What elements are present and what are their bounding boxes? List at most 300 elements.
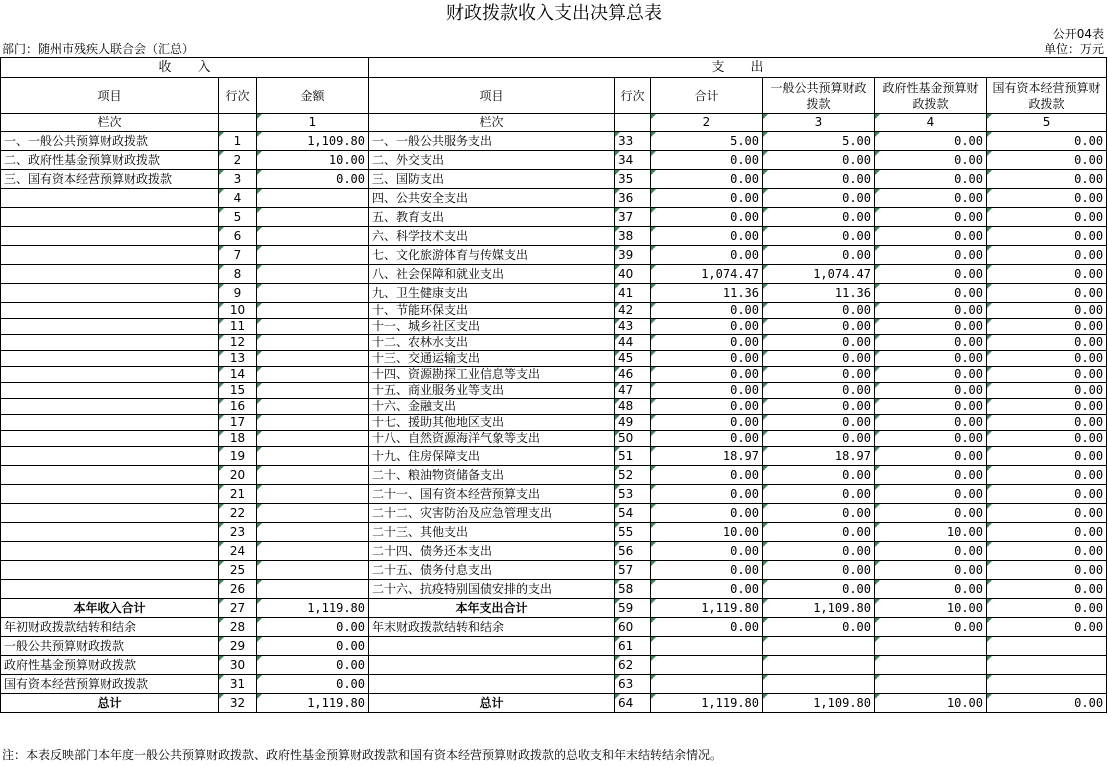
table-row (1, 415, 1107, 431)
income-line-cell: 3 (219, 170, 257, 189)
general-budget-cell: 0.00 (763, 151, 875, 170)
table-row (1, 335, 1107, 351)
expense-item-cell: 二十二、灾害防治及应急管理支出 (369, 504, 615, 523)
expense-line-cell: 62 (615, 656, 651, 675)
expense-line-cell: 37 (615, 208, 651, 227)
table-row (1, 132, 1107, 151)
state-capital-cell: 0.00 (987, 466, 1107, 485)
state-capital-cell: 0.00 (987, 265, 1107, 284)
general-budget-cell: 0.00 (763, 523, 875, 542)
expense-line-cell: 41 (615, 284, 651, 303)
income-item-cell (1, 504, 219, 523)
income-amount-cell (257, 227, 369, 246)
expense-line-cell: 44 (615, 335, 651, 351)
income-amount-cell (257, 561, 369, 580)
expense-total-cell: 0.00 (651, 580, 763, 599)
gov-fund-cell: 0.00 (875, 208, 987, 227)
income-line-cell: 30 (219, 656, 257, 675)
income-amount-cell (257, 415, 369, 431)
table-row (1, 504, 1107, 523)
income-item-cell (1, 580, 219, 599)
expense-line-cell: 50 (615, 431, 651, 447)
income-amount-cell: 1,119.80 (257, 694, 369, 713)
income-amount-cell (257, 383, 369, 399)
expense-item-cell (369, 675, 615, 694)
expense-item-cell: 三、国防支出 (369, 170, 615, 189)
state-capital-cell: 0.00 (987, 523, 1107, 542)
general-budget-header: 一般公共预算财政拨款 (763, 78, 875, 114)
gov-fund-cell: 0.00 (875, 399, 987, 415)
expense-line-cell: 35 (615, 170, 651, 189)
expense-item-cell: 十八、自然资源海洋气象等支出 (369, 431, 615, 447)
income-item-cell (1, 466, 219, 485)
state-capital-cell: 0.00 (987, 335, 1107, 351)
income-amount-cell: 0.00 (257, 170, 369, 189)
expense-total-cell: 0.00 (651, 504, 763, 523)
income-line-cell: 14 (219, 367, 257, 383)
income-amount-cell (257, 208, 369, 227)
expense-line-cell: 46 (615, 367, 651, 383)
expense-item-cell: 八、社会保障和就业支出 (369, 265, 615, 284)
table-row (1, 189, 1107, 208)
general-budget-cell: 0.00 (763, 367, 875, 383)
table-row (1, 523, 1107, 542)
gov-fund-cell: 0.00 (875, 170, 987, 189)
income-item-cell: 年初财政拨款结转和结余 (1, 618, 219, 637)
general-budget-cell: 0.00 (763, 335, 875, 351)
gov-fund-cell (875, 656, 987, 675)
income-line-cell: 20 (219, 466, 257, 485)
expense-item-cell: 总计 (369, 694, 615, 713)
expense-item-cell (369, 656, 615, 675)
table-row (1, 367, 1107, 383)
table-row (1, 675, 1107, 694)
expense-item-cell: 九、卫生健康支出 (369, 284, 615, 303)
expense-item-cell: 二十四、债务还本支出 (369, 542, 615, 561)
expense-total-cell: 0.00 (651, 319, 763, 335)
table-body (1, 58, 1107, 713)
state-capital-cell: 0.00 (987, 599, 1107, 618)
income-item-cell: 一般公共预算财政拨款 (1, 637, 219, 656)
table-row (1, 246, 1107, 265)
gov-fund-cell: 10.00 (875, 694, 987, 713)
general-budget-cell: 0.00 (763, 415, 875, 431)
income-item-cell: 二、政府性基金预算财政拨款 (1, 151, 219, 170)
expense-total-cell: 0.00 (651, 335, 763, 351)
general-budget-cell: 0.00 (763, 227, 875, 246)
income-line-cell: 11 (219, 319, 257, 335)
gov-fund-cell: 10.00 (875, 599, 987, 618)
state-capital-cell: 0.00 (987, 618, 1107, 637)
general-budget-cell: 0.00 (763, 383, 875, 399)
expense-total-cell: 5.00 (651, 132, 763, 151)
expense-item-cell: 十五、商业服务业等支出 (369, 383, 615, 399)
expense-line-cell: 60 (615, 618, 651, 637)
income-line-cell: 32 (219, 694, 257, 713)
state-capital-cell: 0.00 (987, 303, 1107, 319)
expense-item-cell: 十七、援助其他地区支出 (369, 415, 615, 431)
expense-line-cell: 45 (615, 351, 651, 367)
expense-line-cell: 59 (615, 599, 651, 618)
state-capital-cell: 0.00 (987, 170, 1107, 189)
general-budget-cell: 5.00 (763, 132, 875, 151)
income-amount-cell: 0.00 (257, 618, 369, 637)
income-item-cell: 本年收入合计 (1, 599, 219, 618)
state-capital-cell: 0.00 (987, 246, 1107, 265)
expense-line-cell: 55 (615, 523, 651, 542)
income-line-cell: 1 (219, 132, 257, 151)
expense-item-cell: 二十一、国有资本经营预算支出 (369, 485, 615, 504)
expense-total-cell: 0.00 (651, 485, 763, 504)
expense-item-cell: 十四、资源勘探工业信息等支出 (369, 367, 615, 383)
income-line-header: 行次 (219, 78, 257, 114)
general-budget-cell: 0.00 (763, 466, 875, 485)
state-capital-cell: 0.00 (987, 561, 1107, 580)
expense-total-cell: 0.00 (651, 246, 763, 265)
income-item-cell (1, 227, 219, 246)
expense-total-cell (651, 675, 763, 694)
department-label: 部门：随州市残疾人联合会（汇总） (2, 42, 195, 56)
expense-total-cell: 0.00 (651, 227, 763, 246)
general-budget-cell: 18.97 (763, 447, 875, 466)
table-row (1, 561, 1107, 580)
blank-cell (219, 114, 257, 132)
income-line-cell: 15 (219, 383, 257, 399)
gov-fund-cell: 0.00 (875, 561, 987, 580)
expense-item-cell: 五、教育支出 (369, 208, 615, 227)
gov-fund-cell: 0.00 (875, 335, 987, 351)
table-row (1, 580, 1107, 599)
gov-fund-cell: 0.00 (875, 504, 987, 523)
expense-line-cell: 38 (615, 227, 651, 246)
general-budget-cell (763, 637, 875, 656)
income-line-cell: 5 (219, 208, 257, 227)
expense-total-cell (651, 656, 763, 675)
gov-fund-cell: 0.00 (875, 284, 987, 303)
expense-line-cell: 33 (615, 132, 651, 151)
state-capital-cell: 0.00 (987, 504, 1107, 523)
unit-label: 单位：万元 (1043, 42, 1104, 56)
income-amount-cell (257, 303, 369, 319)
expense-item-cell: 本年支出合计 (369, 599, 615, 618)
col-number-4: 4 (875, 114, 987, 132)
income-item-cell: 一、一般公共预算财政拨款 (1, 132, 219, 151)
income-line-cell: 2 (219, 151, 257, 170)
expense-item-cell: 二十三、其他支出 (369, 523, 615, 542)
expense-line-cell: 56 (615, 542, 651, 561)
expense-total-cell: 0.00 (651, 618, 763, 637)
state-capital-cell (987, 637, 1107, 656)
income-amount-cell (257, 485, 369, 504)
expense-total-cell: 0.00 (651, 151, 763, 170)
income-item-cell (1, 265, 219, 284)
table-row (1, 319, 1107, 335)
expense-item-cell: 四、公共安全支出 (369, 189, 615, 208)
income-line-cell: 31 (219, 675, 257, 694)
table-row (1, 399, 1107, 415)
income-amount-cell: 10.00 (257, 151, 369, 170)
income-item-cell: 国有资本经营预算财政拨款 (1, 675, 219, 694)
expense-total-cell: 0.00 (651, 208, 763, 227)
income-item-cell (1, 303, 219, 319)
general-budget-cell (763, 656, 875, 675)
gov-fund-cell: 0.00 (875, 151, 987, 170)
gov-fund-cell: 0.00 (875, 618, 987, 637)
income-item-cell (1, 246, 219, 265)
gov-fund-cell: 0.00 (875, 383, 987, 399)
table-row (1, 656, 1107, 675)
income-amount-cell (257, 246, 369, 265)
expense-item-cell: 十六、金融支出 (369, 399, 615, 415)
general-budget-cell: 0.00 (763, 561, 875, 580)
header-row-columns (1, 78, 1107, 114)
state-capital-cell: 0.00 (987, 367, 1107, 383)
income-line-cell: 23 (219, 523, 257, 542)
income-line-cell: 28 (219, 618, 257, 637)
table-row (1, 637, 1107, 656)
expense-line-cell: 40 (615, 265, 651, 284)
income-amount-header: 金额 (257, 78, 369, 114)
gov-fund-cell: 0.00 (875, 189, 987, 208)
table-row (1, 284, 1107, 303)
table-row (1, 447, 1107, 466)
income-item-cell: 政府性基金预算财政拨款 (1, 656, 219, 675)
general-budget-cell: 0.00 (763, 399, 875, 415)
col-number-2: 2 (651, 114, 763, 132)
expense-item-cell: 二十、粮油物资储备支出 (369, 466, 615, 485)
income-item-cell (1, 383, 219, 399)
state-capital-cell: 0.00 (987, 383, 1107, 399)
income-item-cell (1, 189, 219, 208)
expense-line-cell: 54 (615, 504, 651, 523)
income-item-cell (1, 542, 219, 561)
gov-fund-cell: 0.00 (875, 447, 987, 466)
expense-line-cell: 64 (615, 694, 651, 713)
gov-fund-cell: 0.00 (875, 319, 987, 335)
expense-total-cell: 0.00 (651, 561, 763, 580)
expense-line-cell: 42 (615, 303, 651, 319)
income-item-cell (1, 415, 219, 431)
gov-fund-cell (875, 675, 987, 694)
expense-item-cell: 二十五、债务付息支出 (369, 561, 615, 580)
expense-total-header: 合计 (651, 78, 763, 114)
state-capital-cell: 0.00 (987, 694, 1107, 713)
income-line-cell: 27 (219, 599, 257, 618)
expense-item-cell: 二、外交支出 (369, 151, 615, 170)
income-line-cell: 4 (219, 189, 257, 208)
expense-total-cell: 0.00 (651, 189, 763, 208)
state-capital-cell: 0.00 (987, 227, 1107, 246)
income-amount-cell (257, 319, 369, 335)
gov-fund-cell: 0.00 (875, 367, 987, 383)
table-row (1, 618, 1107, 637)
budget-table (0, 57, 1107, 713)
general-budget-cell: 0.00 (763, 319, 875, 335)
state-capital-cell: 0.00 (987, 284, 1107, 303)
general-budget-cell (763, 675, 875, 694)
gov-fund-cell: 0.00 (875, 466, 987, 485)
state-capital-cell: 0.00 (987, 542, 1107, 561)
general-budget-cell: 1,109.80 (763, 599, 875, 618)
gov-fund-cell: 0.00 (875, 303, 987, 319)
income-item-cell (1, 335, 219, 351)
state-capital-cell: 0.00 (987, 132, 1107, 151)
income-item-cell (1, 284, 219, 303)
state-capital-cell (987, 656, 1107, 675)
income-line-cell: 22 (219, 504, 257, 523)
table-row (1, 151, 1107, 170)
income-line-cell: 10 (219, 303, 257, 319)
income-line-cell: 17 (219, 415, 257, 431)
income-item-cell: 三、国有资本经营预算财政拨款 (1, 170, 219, 189)
general-budget-cell: 0.00 (763, 303, 875, 319)
expense-section-header: 支 出 (369, 58, 1107, 78)
table-row (1, 599, 1107, 618)
expense-item-cell: 七、文化旅游体育与传媒支出 (369, 246, 615, 265)
expense-total-cell: 18.97 (651, 447, 763, 466)
table-row (1, 351, 1107, 367)
expense-total-cell (651, 637, 763, 656)
income-amount-cell (257, 542, 369, 561)
expense-total-cell: 1,074.47 (651, 265, 763, 284)
state-capital-cell: 0.00 (987, 189, 1107, 208)
expense-line-cell: 36 (615, 189, 651, 208)
expense-total-cell: 0.00 (651, 367, 763, 383)
income-item-cell (1, 367, 219, 383)
income-amount-cell: 1,109.80 (257, 132, 369, 151)
expense-line-cell: 58 (615, 580, 651, 599)
expense-total-cell: 1,119.80 (651, 599, 763, 618)
state-capital-cell: 0.00 (987, 208, 1107, 227)
income-line-cell: 24 (219, 542, 257, 561)
income-amount-cell (257, 189, 369, 208)
income-item-header: 项目 (1, 78, 219, 114)
expense-total-cell: 1,119.80 (651, 694, 763, 713)
income-amount-cell: 0.00 (257, 637, 369, 656)
expense-item-cell: 十二、农林水支出 (369, 335, 615, 351)
expense-item-cell: 十九、住房保障支出 (369, 447, 615, 466)
income-line-cell: 7 (219, 246, 257, 265)
income-amount-cell: 0.00 (257, 656, 369, 675)
income-amount-cell (257, 447, 369, 466)
table-row (1, 303, 1107, 319)
gov-fund-cell: 10.00 (875, 523, 987, 542)
income-line-cell: 18 (219, 431, 257, 447)
expense-total-cell: 0.00 (651, 170, 763, 189)
expense-total-cell: 11.36 (651, 284, 763, 303)
income-line-cell: 8 (219, 265, 257, 284)
expense-item-cell: 十、节能环保支出 (369, 303, 615, 319)
table-row (1, 466, 1107, 485)
general-budget-cell: 0.00 (763, 351, 875, 367)
general-budget-cell: 0.00 (763, 580, 875, 599)
income-item-cell (1, 208, 219, 227)
income-item-cell: 总计 (1, 694, 219, 713)
table-row (1, 542, 1107, 561)
table-row (1, 265, 1107, 284)
expense-total-cell: 0.00 (651, 431, 763, 447)
income-item-cell (1, 485, 219, 504)
col-number-3: 3 (763, 114, 875, 132)
income-amount-cell (257, 399, 369, 415)
expense-item-cell: 年末财政拨款结转和结余 (369, 618, 615, 637)
state-capital-cell: 0.00 (987, 351, 1107, 367)
table-row (1, 431, 1107, 447)
expense-total-cell: 0.00 (651, 383, 763, 399)
general-budget-cell: 0.00 (763, 542, 875, 561)
income-amount-cell: 1,119.80 (257, 599, 369, 618)
income-line-cell: 16 (219, 399, 257, 415)
table-row (1, 383, 1107, 399)
expense-total-cell: 0.00 (651, 399, 763, 415)
expense-line-cell: 43 (615, 319, 651, 335)
state-capital-cell: 0.00 (987, 580, 1107, 599)
gov-fund-cell: 0.00 (875, 132, 987, 151)
income-item-cell (1, 351, 219, 367)
income-amount-cell (257, 580, 369, 599)
table-row (1, 485, 1107, 504)
expense-line-cell: 39 (615, 246, 651, 265)
general-budget-cell: 0.00 (763, 485, 875, 504)
general-budget-cell: 0.00 (763, 246, 875, 265)
col-number-1: 1 (257, 114, 369, 132)
income-amount-cell (257, 367, 369, 383)
gov-fund-header: 政府性基金预算财政拨款 (875, 78, 987, 114)
expense-line-cell: 61 (615, 637, 651, 656)
income-amount-cell (257, 335, 369, 351)
expense-item-cell: 六、科学技术支出 (369, 227, 615, 246)
table-row (1, 227, 1107, 246)
footnote: 注：本表反映部门本年度一般公共预算财政拨款、政府性基金预算财政拨款和国有资本经营预算财政拨款的总收支和年末结转结余情况。 (2, 748, 723, 762)
state-capital-cell: 0.00 (987, 415, 1107, 431)
state-capital-cell: 0.00 (987, 399, 1107, 415)
income-section-header: 收 入 (1, 58, 369, 78)
income-amount-cell (257, 284, 369, 303)
income-item-cell (1, 399, 219, 415)
gov-fund-cell: 0.00 (875, 227, 987, 246)
general-budget-cell: 0.00 (763, 504, 875, 523)
income-item-cell (1, 561, 219, 580)
state-capital-cell: 0.00 (987, 151, 1107, 170)
expense-total-cell: 0.00 (651, 415, 763, 431)
expense-item-cell: 十三、交通运输支出 (369, 351, 615, 367)
state-capital-cell: 0.00 (987, 431, 1107, 447)
state-capital-cell (987, 675, 1107, 694)
gov-fund-cell: 0.00 (875, 265, 987, 284)
state-capital-cell: 0.00 (987, 485, 1107, 504)
expense-item-cell: 一、一般公共服务支出 (369, 132, 615, 151)
table-row (1, 170, 1107, 189)
expense-total-cell: 0.00 (651, 303, 763, 319)
general-budget-cell: 0.00 (763, 189, 875, 208)
income-item-cell (1, 523, 219, 542)
income-amount-cell (257, 265, 369, 284)
expense-total-cell: 0.00 (651, 466, 763, 485)
expense-column-label: 栏次 (369, 114, 615, 132)
page-title: 财政拨款收入支出决算总表 (446, 3, 662, 24)
state-capital-cell: 0.00 (987, 447, 1107, 466)
expense-line-cell: 47 (615, 383, 651, 399)
gov-fund-cell: 0.00 (875, 542, 987, 561)
general-budget-cell: 0.00 (763, 431, 875, 447)
expense-line-cell: 51 (615, 447, 651, 466)
income-column-label: 栏次 (1, 114, 219, 132)
income-line-cell: 6 (219, 227, 257, 246)
general-budget-cell: 1,109.80 (763, 694, 875, 713)
income-line-cell: 9 (219, 284, 257, 303)
table-row (1, 694, 1107, 713)
expense-item-header: 项目 (369, 78, 615, 114)
